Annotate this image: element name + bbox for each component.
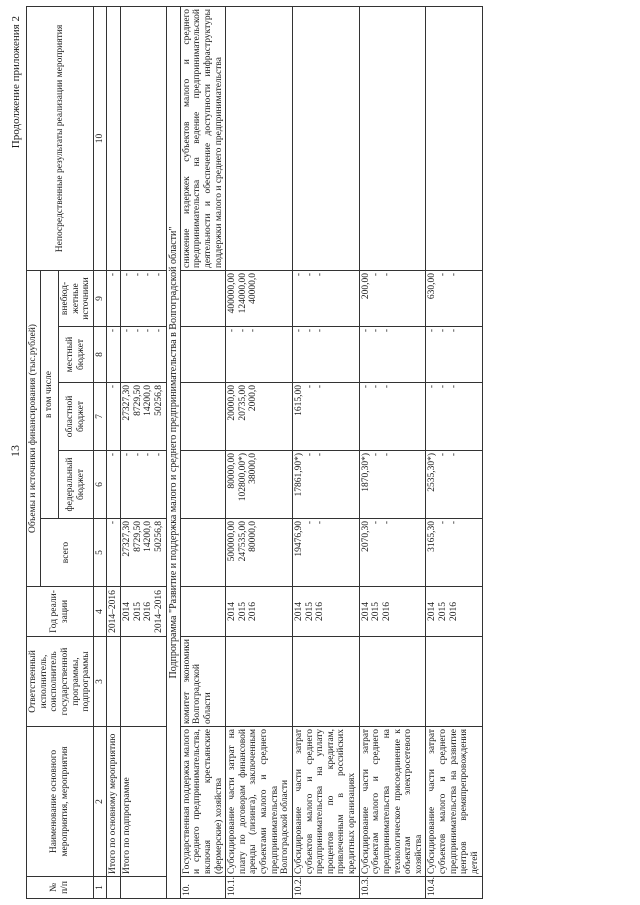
row-extra: - - - - xyxy=(121,270,167,326)
row-num: 10.2. xyxy=(292,877,359,899)
row-total: 19476,90 - - xyxy=(292,519,359,587)
row-total: 500000,00 247535,00 80000,0 xyxy=(226,519,293,587)
row-num: 10.4. xyxy=(426,877,482,899)
row-local: - - - - xyxy=(121,327,167,383)
header-federal: федеральный бюджет xyxy=(58,451,93,519)
row-federal: - xyxy=(107,451,121,519)
row-local: - - - xyxy=(226,327,293,383)
row-extra: - xyxy=(107,270,121,326)
row-regional: 27327,30 8729,50 14200,0 50256,8 xyxy=(121,383,167,451)
row-name: Государственная поддержка малого и среднего предпринимательства, включая крестьянские (фермерские) хозяйства xyxy=(180,727,226,877)
row-federal: 17861,90*) - - xyxy=(292,451,359,519)
col-index: 5 xyxy=(93,519,107,587)
row-result xyxy=(426,6,482,270)
col-index: 8 xyxy=(93,327,107,383)
row-local xyxy=(180,327,226,383)
row-name: Субсидирование части затрат субъектов малого и среднего предпринимательства на уплату процентов по кредитам, привлеченным в российских кредитных организациях xyxy=(292,727,359,877)
row-federal: 80000,00 102800,00*) 38000,0 xyxy=(226,451,293,519)
col-index: 10 xyxy=(93,6,107,270)
row-regional: - - - xyxy=(426,383,482,451)
row-regional: 1615,00 - - xyxy=(292,383,359,451)
header-executor: Ответственный исполнитель, соисполнитель государственной программы, подпрограммы xyxy=(27,637,94,727)
table-row xyxy=(121,6,167,898)
row-years: 2014 2015 2016 2014–2016 xyxy=(121,587,167,637)
row-total: 2070,30 - - xyxy=(359,519,426,587)
header-total: всего xyxy=(40,519,93,587)
row-total: - xyxy=(107,519,121,587)
funding-table xyxy=(26,6,483,899)
row-local: - - - xyxy=(359,327,426,383)
section-row xyxy=(166,6,180,898)
table-row xyxy=(359,6,426,898)
col-index: 1 xyxy=(93,877,107,899)
row-executor xyxy=(359,637,426,727)
header-results: Непосредственные результаты реализации мероприятия xyxy=(27,6,94,270)
col-index: 3 xyxy=(93,637,107,727)
row-num: 10. xyxy=(180,877,226,899)
row-local: - - - xyxy=(292,327,359,383)
row-federal: 2535,30*) - - xyxy=(426,451,482,519)
header-regional: областной бюджет xyxy=(58,383,93,451)
row-regional xyxy=(180,383,226,451)
row-years xyxy=(180,587,226,637)
row-extra: 630,00 - - xyxy=(426,270,482,326)
row-executor xyxy=(226,637,293,727)
row-result xyxy=(226,6,293,270)
row-total: 3165,30 - - xyxy=(426,519,482,587)
row-name: Субсидирование части затрат субъектов малого и среднего предпринимательства на развитие центров времяпрепровождения детей xyxy=(426,727,482,877)
table-row xyxy=(180,6,226,898)
row-result: снижение издержек субъектов малого и среднего предпринимательства на ведение предпринимательской деятельности и обеспечение доступности инфраструктуры поддержки малого и среднего предпринимательства xyxy=(180,6,226,270)
row-num: 10.1. xyxy=(226,877,293,899)
row-years: 2014 2015 2016 xyxy=(426,587,482,637)
row-years: 2014 2015 2016 xyxy=(292,587,359,637)
row-executor xyxy=(292,637,359,727)
col-index: 9 xyxy=(93,270,107,326)
row-extra: 400000,00 124000,00 40000,0 xyxy=(226,270,293,326)
col-index: 7 xyxy=(93,383,107,451)
header-year: Год реали-зации xyxy=(27,587,94,637)
row-name: Субсидирование части затрат на плату по договорам финансовой аренды (лизинга), заключенным субъектами малого и среднего предпринимательства Волгоградской области xyxy=(226,727,293,877)
row-regional: - xyxy=(107,383,121,451)
table-row xyxy=(107,6,121,898)
row-federal: - - - - xyxy=(121,451,167,519)
header-num: № п/п xyxy=(27,877,94,899)
row-executor: комитет экономики Волгоградской области xyxy=(180,637,226,727)
row-extra xyxy=(180,270,226,326)
row-num: 10.3. xyxy=(359,877,426,899)
header-name: Наименование основного мероприятия, мероприятия xyxy=(27,727,94,877)
header-funding: Объемы и источники финансирования (тыс.рублей) xyxy=(27,270,41,586)
row-result xyxy=(292,6,359,270)
row-local: - xyxy=(107,327,121,383)
row-regional: 20000,00 20735,00 2000,0 xyxy=(226,383,293,451)
row-local: - - - xyxy=(426,327,482,383)
row-executor xyxy=(426,637,482,727)
row-years: 2014–2016 xyxy=(107,587,121,637)
row-total xyxy=(180,519,226,587)
row-name: Итого по подпрограмме xyxy=(121,727,167,877)
row-years: 2014 2015 2016 xyxy=(226,587,293,637)
row-extra: 200,00 - - xyxy=(359,270,426,326)
col-index: 6 xyxy=(93,451,107,519)
row-total: 27327,30 8729,50 14200,0 50256,8 xyxy=(121,519,167,587)
row-extra: - - - xyxy=(292,270,359,326)
row-federal xyxy=(180,451,226,519)
row-years: 2014 2015 2016 xyxy=(359,587,426,637)
appendix-label: Продолжение приложения 2 xyxy=(10,16,22,149)
section-title: Подпрограмма "Развитие и поддержка малого и среднего предпринимательства в Волгоградской области" xyxy=(166,6,180,898)
col-index: 2 xyxy=(93,727,107,877)
row-name: Субсидирование части затрат субъектам малого и среднего предпринимательства на технологическое присоединение к объектам электросетевого хозяйства xyxy=(359,727,426,877)
row-result xyxy=(359,6,426,270)
table-row xyxy=(226,6,293,898)
row-name: Итого по основному мероприятию xyxy=(107,727,121,877)
col-index: 4 xyxy=(93,587,107,637)
header-extra: внебюд-жетные источники xyxy=(58,270,93,326)
row-federal: 1870,30*) - - xyxy=(359,451,426,519)
page-number: 13 xyxy=(8,445,22,457)
header-local: местный бюджет xyxy=(58,327,93,383)
row-regional: - - - xyxy=(359,383,426,451)
table-row xyxy=(426,6,482,898)
table-row xyxy=(292,6,359,898)
header-incl: в том числе xyxy=(40,270,58,518)
